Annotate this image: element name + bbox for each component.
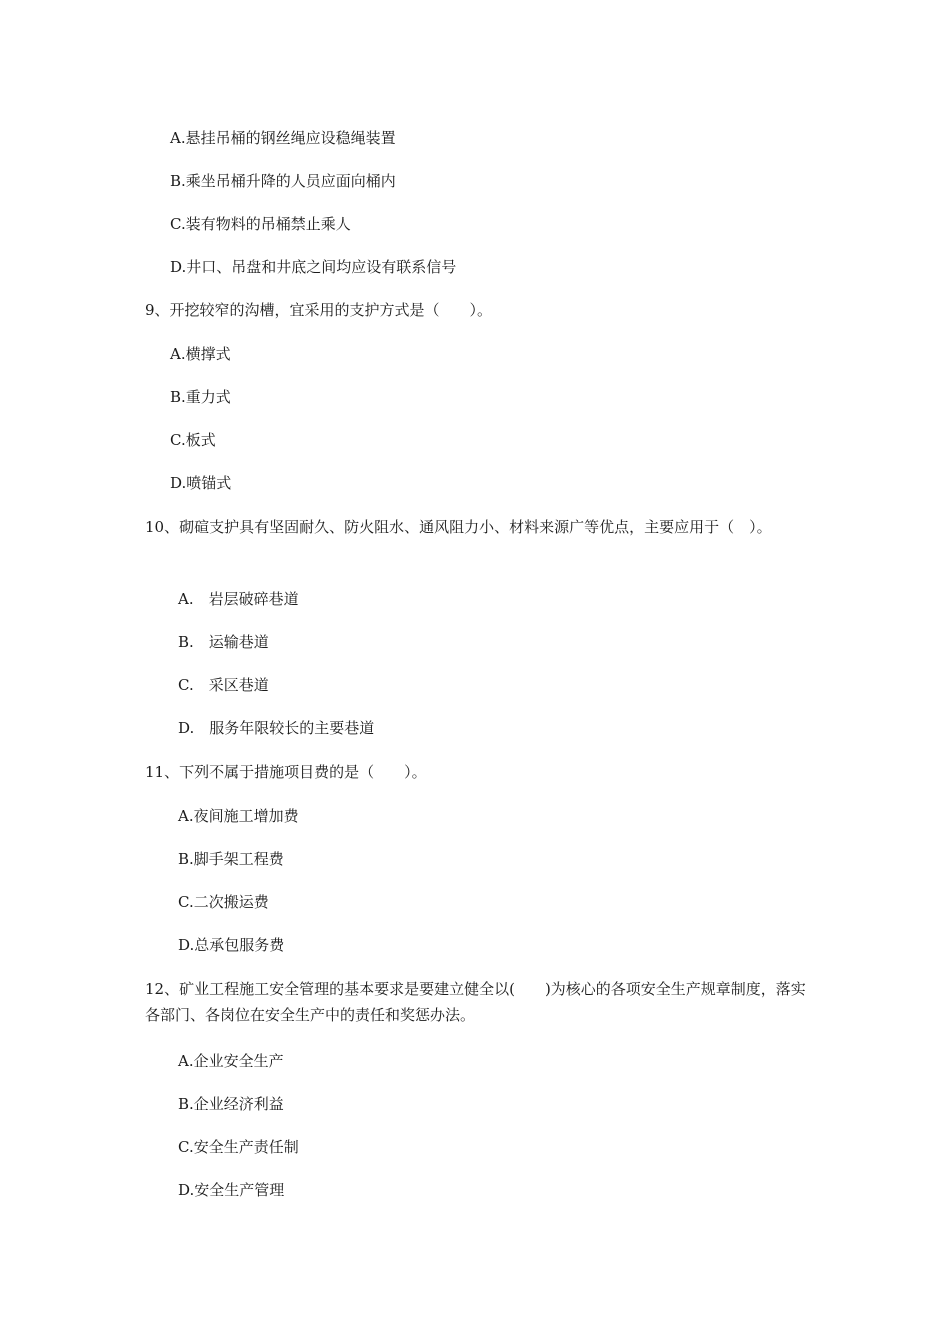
option-8c: C.装有物料的吊桶禁止乘人 [170,215,351,233]
question-11: 11、下列不属于措施项目费的是（ ）。 [145,763,427,781]
option-11d: D.总承包服务费 [178,936,285,954]
question-9: 9、开挖较窄的沟槽，宜采用的支护方式是（ ）。 [145,301,493,319]
question-12: 12、矿业工程施工安全管理的基本要求是要建立健全以( )为核心的各项安全生产规章制度，落实各部门、各岗位在安全生产中的责任和奖惩办法。 [145,980,806,1024]
option-9c: C.板式 [170,431,216,449]
option-8b: B.乘坐吊桶升降的人员应面向桶内 [170,172,396,190]
option-11a: A.夜间施工增加费 [178,807,299,825]
option-10c: C. 采区巷道 [178,676,269,694]
option-12b: B.企业经济利益 [178,1095,284,1113]
option-9a: A.横撑式 [170,345,231,363]
option-12a: A.企业安全生产 [178,1052,284,1070]
option-11c: C.二次搬运费 [178,893,269,911]
option-8a: A.悬挂吊桶的钢丝绳应设稳绳装置 [170,129,396,147]
question-10: 10、砌碹支护具有坚固耐久、防火阻水、通风阻力小、材料来源广等优点，主要应用于（ ）。 [145,518,772,536]
option-12c: C.安全生产责任制 [178,1138,299,1156]
option-9d: D.喷锚式 [170,474,232,492]
option-10b: B. 运输巷道 [178,633,269,651]
option-10a: A. 岩层破碎巷道 [178,590,299,608]
option-9b: B.重力式 [170,388,231,406]
option-10d: D. 服务年限较长的主要巷道 [178,719,375,737]
option-8d: D.井口、吊盘和井底之间均应设有联系信号 [170,258,457,276]
option-11b: B.脚手架工程费 [178,850,284,868]
option-12d: D.安全生产管理 [178,1181,285,1199]
